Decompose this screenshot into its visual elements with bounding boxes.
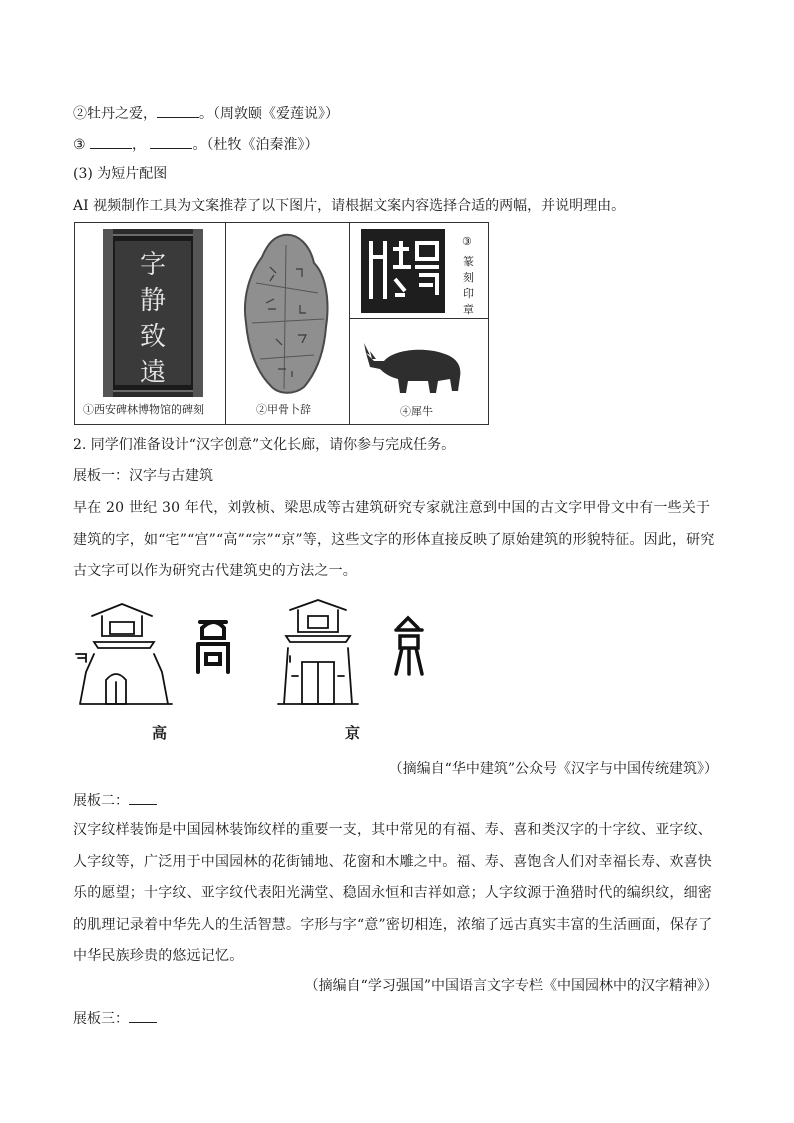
plaque-char-1: 字 (139, 250, 167, 280)
image-3-caption-char-2: 刻 (463, 271, 474, 284)
poem-line-3 (73, 134, 318, 155)
board-2-source: （摘编自“学习强国”中国语言文字专栏《中国园林中的汉字精神》） (304, 978, 718, 994)
plaque-char-3: 致 (139, 322, 167, 352)
image-option-3[interactable] (350, 223, 488, 319)
board-1-paragraph: 早在 20 世纪 30 年代，刘敦桢、梁思成等古建筑研究专家就注意到中国的古文字甲骨文中有一些关于建筑的字，如“宅”“宫”“高”“宗”“京”等，这些文字的形体直接反映了原始建筑的形貌特征。因此，研究古文字可以作为研究古代建筑史的方法之一。 (73, 500, 715, 579)
image-option-2[interactable] (226, 223, 350, 424)
poem-line-3-prefix: ③ (73, 137, 86, 153)
rhino-image (364, 331, 474, 401)
section-3-title: (3) 为短片配图 (73, 166, 168, 182)
section-3-instruction: AI 视频制作工具为文案推荐了以下图片，请根据文案内容选择合适的两幅，并说明理由。 (73, 198, 626, 214)
image-options-table (74, 222, 489, 425)
board-3-title-line (73, 1008, 157, 1029)
board-2-title: 展板二： (73, 793, 129, 809)
answer-blank[interactable] (129, 790, 157, 805)
plaque-char-4: 遠 (139, 358, 167, 388)
image-option-4[interactable] (350, 319, 488, 424)
task-2-title: 2. 同学们准备设计“汉字创意”文化长廊，请你参与完成任务。 (73, 437, 456, 453)
poem-line-2 (73, 103, 339, 124)
poem-line-2-prefix: ②牡丹之爱， (73, 106, 157, 122)
sketch-label-gao: 高 (152, 724, 168, 742)
plaque-char-2: 静 (139, 286, 167, 316)
sketch-label-jing: 京 (345, 724, 361, 742)
board-1-source: （摘编自“华中建筑”公众号《汉字与中国传统建筑》） (388, 761, 718, 777)
board-3-title: 展板三： (73, 1011, 129, 1027)
image-1-caption: ①西安碑林博物馆的碑刻 (83, 403, 204, 416)
seal-stamp-image (359, 227, 447, 315)
image-option-1[interactable] (75, 223, 226, 424)
board-1-title: 展板一：汉字与古建筑 (73, 468, 213, 484)
poem-line-2-suffix: 。（周敦颐《爱莲说》） (199, 106, 339, 122)
image-3-caption-char-4: 章 (463, 303, 474, 316)
answer-blank[interactable] (150, 134, 192, 149)
image-3-caption-char-1: 篆 (463, 255, 474, 268)
board-2-title-line (73, 790, 157, 811)
stele-plaque-image (75, 223, 225, 401)
image-4-caption: ④犀牛 (400, 405, 433, 418)
architecture-sketches (72, 596, 432, 718)
answer-blank[interactable] (90, 134, 132, 149)
answer-blank[interactable] (129, 1008, 157, 1023)
answer-blank[interactable] (157, 103, 199, 118)
oracle-bone-image (226, 223, 349, 401)
poem-line-3-mid: ， (132, 137, 147, 153)
image-3-caption-num: ③ (462, 235, 472, 248)
image-2-caption: ②甲骨卜辞 (256, 403, 311, 416)
image-3-caption-char-3: 印 (463, 287, 474, 300)
poem-line-3-suffix: 。（杜牧《泊秦淮》） (192, 137, 319, 153)
board-2-paragraph: 汉字纹样装饰是中国园林装饰纹样的重要一支，其中常见的有福、寿、喜和类汉字的十字纹、亚字纹、人字纹等，广泛用于中国园林的花街铺地、花窗和木雕之中。福、寿、喜饱含人们对幸福长寿、欢喜快乐的愿望；十字纹、亚字纹代表阳光满堂、稳固永恒和吉祥如意；人字纹源于渔猎时代的编织纹，细密的肌理记录着中华先人的生活智慧。字形与字“意”密切相连，浓缩了远古真实丰富的生活画面，保存了中华民族珍贵的悠远记忆。 (73, 822, 713, 964)
